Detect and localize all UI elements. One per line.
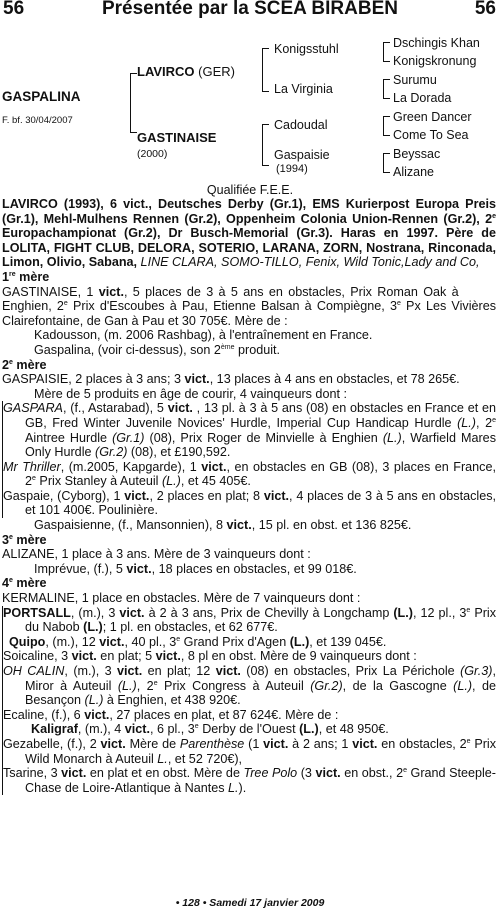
qualification-note: Qualifiée F.E.E. [206,183,294,197]
first-dam-produce-1: Kadousson, (m. 2006 Rashbag), à l'entraînement en France. [34,328,373,343]
third-dam-text: ALIZANE, 1 place à 3 ans. Mère de 3 vainqueurs dont : [2,547,311,562]
first-dam-text: GASTINAISE, 1 vict., 5 places de 3 à 5 ans en obstacles, Prix Roman Oak à Enghien, 2e Prix d'Escoubes à Pau, Etienne Balsan à Compiègne, 3e Px Les Vivières Clairefontaine, de Gan à Pau et 30 705€. Mère de : [2,284,496,328]
page-footer: • 128 • Samedi 17 janvier 2009 [175,897,325,909]
produce-tsarine: Tsarine, 3 vict. en plat et en obst. Mère de Tree Polo (3 vict. en obst., 2e Grand Steeple-Chase de Loire-Atlantique à Nantes L.). [3,766,496,795]
gen3-bracket-4 [383,153,390,173]
horse-name: GASPALINA [2,89,81,104]
produce-quipo: Quipo, (m.), 12 vict., 40 pl., 3e Grand Prix d'Agen (L.), et 139 045€. [2,635,496,650]
produce-oh-calin: OH CALIN, (m.), 3 vict. en plat; 12 vict. (08) en obstacles, Prix La Périchole (Gr.3), Miror à Auteuil (L.), 2e Prix Congress à Auteuil (Gr.2), de la Gascogne (L.), de Besançon (L.) à Enghien, et 438 920€. [3,664,496,708]
ped-dsd: Come To Sea [393,128,469,142]
second-dam-note: Mère de 5 produits en âge de courir, 4 vainqueurs dont : [34,386,347,401]
produce-portsall: PORTSALL, (m.), 3 vict. à 2 à 3 ans, Prix de Chevilly à Longchamp (L.), 12 pl., 3e Prix du Nabob (L.); 1 pl. en obstacles, et 62 677€. [3,605,497,635]
catalogue-text [2,197,496,795]
foaling-info: F. bf. 30/04/2007 [2,115,73,126]
produce-gaspara: GASPARA, (f., Astarabad), 5 vict. , 13 pl. à 3 à 5 ans (08) en obstacles en France et en GB, Fred Winter Juvenile Novices' Hurdle, Imperial Cup Handicap Hurdle (L.), 2e Aintree Hurdle (Gr.1) (08), Prix Roger de Minvielle à Enghien (L.), Warfield Mares Only Hurdle (Gr.2) (08), et £190,592. [3,401,496,460]
gen3-bracket-3 [383,116,390,136]
fourth-dam-text: KERMALINE, 1 place en obstacles. Mère de 7 vainqueurs dont : [2,591,361,606]
first-dam-produce-2: Gaspalina, (voir ci-dessus), son 2ème produit. [34,342,281,357]
page-header [0,0,500,24]
section-third-dam: 3e mère [2,532,47,547]
produce-soicaline: Soicaline, 3 vict. en plat; 5 vict., 8 pl en obst. Mère de 9 vainqueurs dont : [2,649,496,664]
ped-sss: Dschingis Khan [393,36,480,50]
produce-kaligraf: Kaligraf, (m.), 4 vict., 6 pl., 3e Derby de l'Ouest (L.), et 48 950€. [2,722,496,737]
dam: GASTINAISE [137,130,217,145]
second-dam-text: GASPAISIE, 2 places à 3 ans; 3 vict., 13 places à 4 ans en obstacles, et 78 265€. [2,372,460,387]
sire-paragraph: LAVIRCO (1993), 6 vict., Deutsches Derby (Gr.1), EMS Kurierpost Europa Preis (Gr.1), Mehl-Mulhens Rennen (Gr.2), Oppenheim Colonia Union-Rennen (Gr.2), 2e Europachampionat (Gr.2), Dr Busch-Memorial (Gr.3). Haras en 1997. Père de LOLITA, FIGHT CLUB, DELORA, SOTERIO, LARANA, ZORN, Nostrana, Rinconada, Limon, Olivio, Sabana, LINE CLARA, SOMO-TILLO, Fenix, Wild Tonic,Lady and Co, [2,197,496,270]
section-second-dam: 2e mère [2,357,47,372]
produce-gaspaisienne: Gaspaisienne, (f., Mansonnien), 8 vict., 15 pl. en obst. et 136 825€. [34,518,412,533]
produce-gaspaie: Gaspaie, (Cyborg), 1 vict., 2 places en plat; 8 vict., 4 places de 3 à 5 ans en obstacles, et 101 400€. Poulinière. [3,488,496,518]
section-fourth-dam: 4e mère [2,576,47,591]
lot-number-left: 56 [3,0,25,19]
ped-ssd: Konigskronung [393,54,477,68]
produce-mr-thriller: Mr Thriller, (m.2005, Kapgarde), 1 vict., en obstacles en GB (08), 3 places en France, 2e Prix Stanley à Auteuil (L.), et 45 405€. [3,459,496,489]
lot-number-right: 56 [474,0,496,19]
ped-sdd: La Dorada [393,91,452,105]
section-first-dam: 1re mère [2,269,50,284]
gen3-bracket-1 [383,42,390,62]
sire-sire: Konigsstuhl [274,42,339,56]
dam-dam: Gaspaisie [274,148,330,162]
sire-dam: La Virginia [274,82,333,96]
gen2-bracket-sire [262,48,269,92]
dam-sire: Cadoudal [274,118,328,132]
dam-dam-year: (1994) [276,163,308,175]
gen2-bracket-dam [262,124,269,166]
dam-year: (2000) [137,148,168,160]
page-title: Présentée par la SCEA BIRABEN [101,0,398,19]
ped-dss: Green Dancer [393,110,472,124]
produce-ecaline: Ecaline, (f.), 6 vict., 27 places en plat, et 87 624€. Mère de : [2,708,496,723]
ped-sds: Surumu [393,73,437,87]
pedigree-table [0,30,500,190]
gen3-bracket-2 [383,79,390,99]
produce-imprevue: Imprévue, (f.), 5 vict., 18 places en obstacles, et 99 018€. [34,561,357,576]
ped-dds: Beyssac [393,147,441,161]
produce-gezabelle: Gezabelle, (f.), 2 vict. Mère de Parenthèse (1 vict. à 2 ans; 1 vict. en obstacles, 2e Prix Wild Monarch à Auteuil L., et 52 720€), [3,736,497,766]
ped-ddd: Alizane [393,165,434,179]
gen1-bracket [130,73,137,133]
sire: LAVIRCO (GER) [137,64,236,79]
